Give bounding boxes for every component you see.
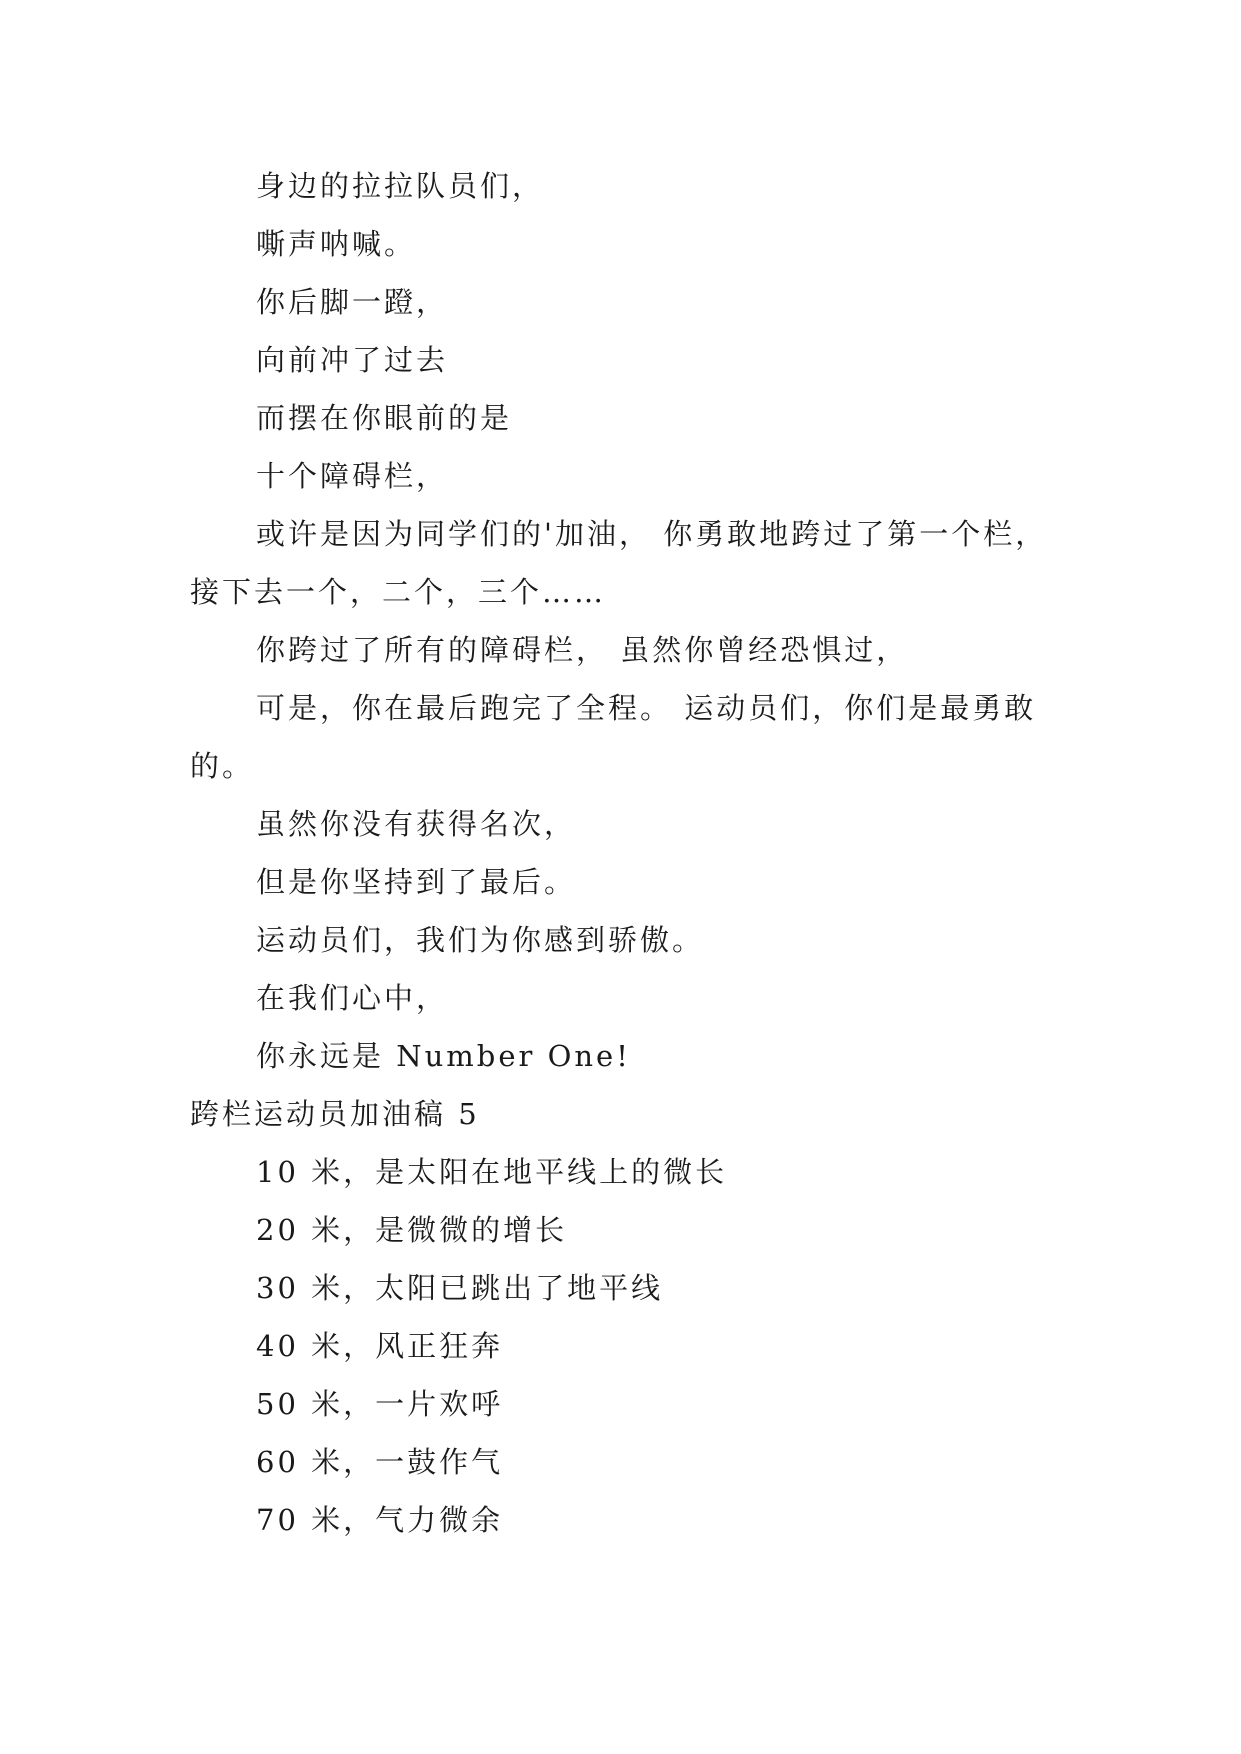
text-line: 70 米，气力微余 (256, 1503, 504, 1537)
text-line: 50 米，一片欢呼 (256, 1387, 504, 1421)
text-line: 在我们心中， (256, 981, 449, 1015)
document-body (190, 157, 1070, 1549)
text-line: 身边的拉拉队员们， (256, 169, 545, 203)
text-line: 你跨过了所有的障碍栏， 虽然你曾经恐惧过， (256, 633, 909, 667)
section-heading: 跨栏运动员加油稿 5 (190, 1097, 480, 1131)
text-line: 运动员们，我们为你感到骄傲。 (256, 923, 705, 957)
text-line: 而摆在你眼前的是 (256, 401, 513, 435)
text-line: 十个障碍栏， (256, 459, 449, 493)
text-line: 你后脚一蹬， (256, 285, 449, 319)
text-line: 虽然你没有获得名次， (256, 807, 577, 841)
text-line: 30 米，太阳已跳出了地平线 (256, 1271, 664, 1305)
text-line: 40 米，风正狂奔 (256, 1329, 504, 1363)
text-paragraph: 可是，你在最后跑完了全程。 运动员们，你们是最勇敢的。 (190, 691, 1037, 783)
text-line: 10 米，是太阳在地平线上的微长 (256, 1155, 728, 1189)
text-line: 向前冲了过去 (256, 343, 449, 377)
text-line: 20 米，是微微的增长 (256, 1213, 568, 1247)
text-line: 嘶声呐喊。 (256, 227, 417, 261)
text-paragraph: 或许是因为同学们的'加油， 你勇敢地跨过了第一个栏，接下去一个，二个，三个…… (190, 517, 1048, 609)
text-line: 60 米，一鼓作气 (256, 1445, 504, 1479)
text-line: 但是你坚持到了最后。 (256, 865, 577, 899)
text-line: 你永远是 Number One! (256, 1039, 631, 1073)
